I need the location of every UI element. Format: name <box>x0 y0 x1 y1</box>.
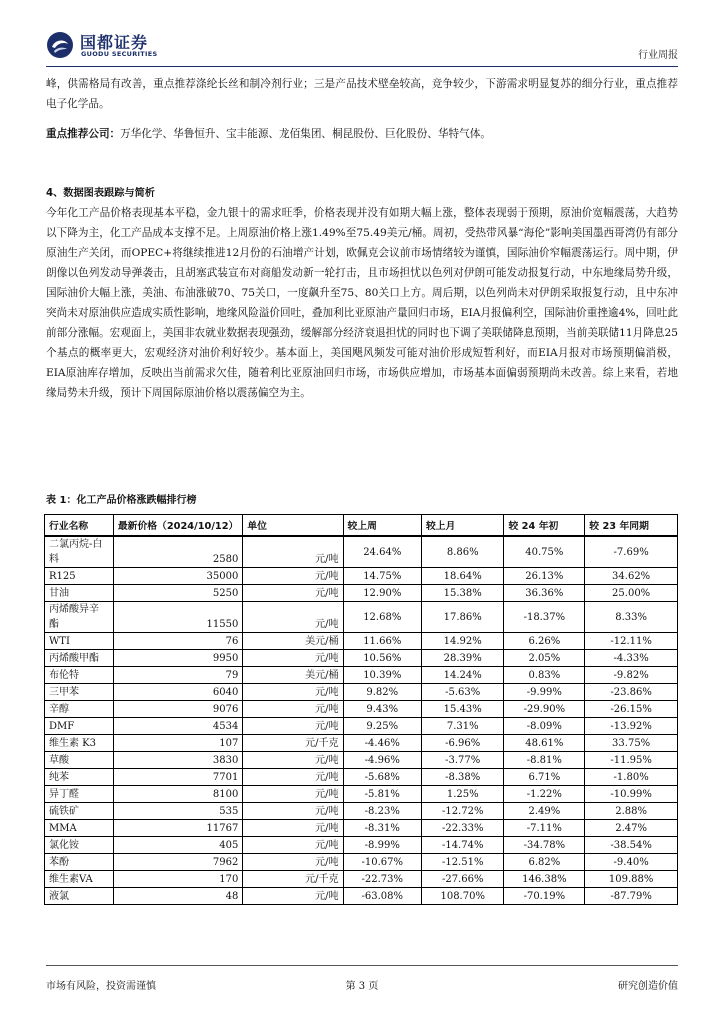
page-header <box>46 28 678 66</box>
unit-cell: 元/千克 <box>243 735 343 752</box>
product-name-cell: 甘油 <box>45 585 114 602</box>
report-type: 行业周报 <box>638 50 678 61</box>
header-cell: 较 23 年同期 <box>585 515 678 537</box>
footer-risk-note: 市场有风险，投资需谨慎 <box>46 981 156 992</box>
ytd-change-cell: 2.05% <box>504 650 585 667</box>
month-change-cell: 15.43% <box>422 701 504 718</box>
month-change-cell: -5.63% <box>422 684 504 701</box>
table-row <box>45 752 678 769</box>
unit-cell: 元/吨 <box>243 769 343 786</box>
ytd-change-cell: 48.61% <box>504 735 585 752</box>
table-row <box>45 769 678 786</box>
week-change-cell: -4.96% <box>343 752 421 769</box>
month-change-cell: 17.86% <box>422 602 504 633</box>
price-cell: 9076 <box>113 701 242 718</box>
week-change-cell: -5.81% <box>343 786 421 803</box>
ytd-change-cell: -8.81% <box>504 752 585 769</box>
table-row <box>45 650 678 667</box>
unit-cell: 元/吨 <box>243 752 343 769</box>
price-cell: 7962 <box>113 854 242 871</box>
yoy-change-cell: 2.88% <box>585 803 678 820</box>
month-change-cell: 8.86% <box>422 536 504 568</box>
unit-cell: 元/吨 <box>243 820 343 837</box>
recommended-label: 重点推荐公司： <box>46 128 121 140</box>
unit-cell: 元/吨 <box>243 837 343 854</box>
product-name-cell: 纯苯 <box>45 769 114 786</box>
logo-english-name: GUODU SECURITIES <box>81 50 158 58</box>
month-change-cell: -8.38% <box>422 769 504 786</box>
yoy-change-cell: 33.75% <box>585 735 678 752</box>
unit-cell: 元/吨 <box>243 803 343 820</box>
month-change-cell: 28.39% <box>422 650 504 667</box>
product-name-cell: DMF <box>45 718 114 735</box>
yoy-change-cell: -12.11% <box>585 633 678 650</box>
header-cell: 较上周 <box>343 515 421 537</box>
ytd-change-cell: -34.78% <box>504 837 585 854</box>
table-row <box>45 667 678 684</box>
yoy-change-cell: 25.00% <box>585 585 678 602</box>
month-change-cell: -12.51% <box>422 854 504 871</box>
footer-divider <box>46 965 678 966</box>
ytd-change-cell: 146.38% <box>504 871 585 888</box>
ytd-change-cell: -9.99% <box>504 684 585 701</box>
table-row <box>45 735 678 752</box>
ytd-change-cell: 36.36% <box>504 585 585 602</box>
yoy-change-cell: -23.86% <box>585 684 678 701</box>
week-change-cell: 9.82% <box>343 684 421 701</box>
product-name-cell: 氯化铵 <box>45 837 114 854</box>
price-cell: 9950 <box>113 650 242 667</box>
ytd-change-cell: 6.26% <box>504 633 585 650</box>
yoy-change-cell: 109.88% <box>585 871 678 888</box>
month-change-cell: 14.92% <box>422 633 504 650</box>
yoy-change-cell: -26.15% <box>585 701 678 718</box>
table-row <box>45 536 678 568</box>
product-name-cell: 维生素VA <box>45 871 114 888</box>
product-name-cell: 异丁醛 <box>45 786 114 803</box>
price-cell: 8100 <box>113 786 242 803</box>
price-cell: 48 <box>113 888 242 905</box>
ytd-change-cell: -18.37% <box>504 602 585 633</box>
ytd-change-cell: 26.13% <box>504 568 585 585</box>
price-cell: 11550 <box>113 602 242 633</box>
week-change-cell: -5.68% <box>343 769 421 786</box>
yoy-change-cell: -7.69% <box>585 536 678 568</box>
yoy-change-cell: -9.40% <box>585 854 678 871</box>
month-change-cell: 7.31% <box>422 718 504 735</box>
ytd-change-cell: -7.11% <box>504 820 585 837</box>
ytd-change-cell: 6.82% <box>504 854 585 871</box>
price-cell: 35000 <box>113 568 242 585</box>
header-divider <box>46 66 678 67</box>
month-change-cell: -22.33% <box>422 820 504 837</box>
price-ranking-table <box>44 514 678 905</box>
price-cell: 2580 <box>113 536 242 568</box>
unit-cell: 元/吨 <box>243 585 343 602</box>
product-name-cell: 液氯 <box>45 888 114 905</box>
week-change-cell: 14.75% <box>343 568 421 585</box>
table-header-row <box>45 515 678 537</box>
table-row <box>45 820 678 837</box>
yoy-change-cell: -4.33% <box>585 650 678 667</box>
yoy-change-cell: 2.47% <box>585 820 678 837</box>
week-change-cell: 24.64% <box>343 536 421 568</box>
week-change-cell: -22.73% <box>343 871 421 888</box>
header-cell: 单位 <box>243 515 343 537</box>
header-cell: 行业名称 <box>45 515 114 537</box>
week-change-cell: 9.43% <box>343 701 421 718</box>
month-change-cell: 108.70% <box>422 888 504 905</box>
price-cell: 7701 <box>113 769 242 786</box>
unit-cell: 元/吨 <box>243 701 343 718</box>
table-body <box>45 536 678 905</box>
month-change-cell: -27.66% <box>422 871 504 888</box>
price-cell: 3830 <box>113 752 242 769</box>
unit-cell: 元/吨 <box>243 888 343 905</box>
month-change-cell: -14.74% <box>422 837 504 854</box>
price-cell: 76 <box>113 633 242 650</box>
week-change-cell: -4.46% <box>343 735 421 752</box>
ytd-change-cell: -29.90% <box>504 701 585 718</box>
unit-cell: 元/吨 <box>243 786 343 803</box>
week-change-cell: -63.08% <box>343 888 421 905</box>
price-cell: 170 <box>113 871 242 888</box>
table-row <box>45 602 678 633</box>
table-row <box>45 568 678 585</box>
ytd-change-cell: -1.22% <box>504 786 585 803</box>
table-row <box>45 803 678 820</box>
price-cell: 6040 <box>113 684 242 701</box>
product-name-cell: 丙烯酸异辛酯 <box>45 602 114 633</box>
table-row <box>45 837 678 854</box>
week-change-cell: 9.25% <box>343 718 421 735</box>
month-change-cell: 14.24% <box>422 667 504 684</box>
table-row <box>45 871 678 888</box>
recommended-companies <box>46 126 491 141</box>
table-row <box>45 684 678 701</box>
week-change-cell: -8.23% <box>343 803 421 820</box>
yoy-change-cell: -87.79% <box>585 888 678 905</box>
ytd-change-cell: -8.09% <box>504 718 585 735</box>
yoy-change-cell: -1.80% <box>585 769 678 786</box>
header-cell: 较上月 <box>422 515 504 537</box>
yoy-change-cell: 8.33% <box>585 602 678 633</box>
guodu-logo-icon <box>46 31 74 59</box>
price-cell: 107 <box>113 735 242 752</box>
table-row <box>45 786 678 803</box>
unit-cell: 美元/桶 <box>243 633 343 650</box>
product-name-cell: R125 <box>45 568 114 585</box>
product-name-cell: 苯酚 <box>45 854 114 871</box>
ytd-change-cell: 0.83% <box>504 667 585 684</box>
product-name-cell: 三甲苯 <box>45 684 114 701</box>
week-change-cell: 10.56% <box>343 650 421 667</box>
month-change-cell: 1.25% <box>422 786 504 803</box>
table-row <box>45 718 678 735</box>
ytd-change-cell: 2.49% <box>504 803 585 820</box>
logo-chinese-name: 国都证券 <box>80 33 149 52</box>
yoy-change-cell: 34.62% <box>585 568 678 585</box>
product-name-cell: 丙烯酸甲酯 <box>45 650 114 667</box>
price-cell: 11767 <box>113 820 242 837</box>
month-change-cell: -3.77% <box>422 752 504 769</box>
continued-paragraph: 峰，供需格局有改善，重点推荐涤纶长丝和制冷剂行业；三是产品技术壁垒较高，竞争较少，下游需求明显复苏的细分行业，重点推荐电子化学品。 <box>46 78 678 110</box>
week-change-cell: 12.68% <box>343 602 421 633</box>
week-change-cell: -10.67% <box>343 854 421 871</box>
price-cell: 535 <box>113 803 242 820</box>
unit-cell: 元/吨 <box>243 854 343 871</box>
month-change-cell: -6.96% <box>422 735 504 752</box>
header-cell: 较 24 年初 <box>504 515 585 537</box>
month-change-cell: 15.38% <box>422 585 504 602</box>
product-name-cell: 布伦特 <box>45 667 114 684</box>
week-change-cell: 11.66% <box>343 633 421 650</box>
price-cell: 405 <box>113 837 242 854</box>
month-change-cell: -12.72% <box>422 803 504 820</box>
price-cell: 79 <box>113 667 242 684</box>
unit-cell: 元/吨 <box>243 650 343 667</box>
price-cell: 4534 <box>113 718 242 735</box>
product-name-cell: 二氯丙烷-白料 <box>45 536 114 568</box>
unit-cell: 元/千克 <box>243 871 343 888</box>
product-name-cell: MMA <box>45 820 114 837</box>
ytd-change-cell: 6.71% <box>504 769 585 786</box>
month-change-cell: 18.64% <box>422 568 504 585</box>
yoy-change-cell: -10.99% <box>585 786 678 803</box>
week-change-cell: 10.39% <box>343 667 421 684</box>
ytd-change-cell: 40.75% <box>504 536 585 568</box>
footer-slogan: 研究创造价值 <box>618 981 678 992</box>
week-change-cell: -8.99% <box>343 837 421 854</box>
unit-cell: 元/吨 <box>243 536 343 568</box>
yoy-change-cell: -38.54% <box>585 837 678 854</box>
unit-cell: 元/吨 <box>243 568 343 585</box>
product-name-cell: 维生素 K3 <box>45 735 114 752</box>
ytd-change-cell: -70.19% <box>504 888 585 905</box>
price-cell: 5250 <box>113 585 242 602</box>
header-cell: 最新价格（2024/10/12） <box>113 515 242 537</box>
yoy-change-cell: -9.82% <box>585 667 678 684</box>
analysis-paragraph: 今年化工产品价格表现基本平稳，金九银十的需求旺季，价格表现并没有如期大幅上涨，整体表现弱于预期，原油价宽幅震荡，大趋势以下降为主，化工产品成本支撑不足。上周原油价格上涨1.49%至75.49美元/桶。周初，受热带风暴“海伦”影响美国墨西哥湾仍有部分原油生产关闭，而OPEC+将继续推进12月份的石油增产计划，欧佩克会议前市场情绪较为谨慎，国际油价窄幅震荡运行。周中期，伊朗像以色列发动导弹袭击，且胡塞武装宣布对商船发动新一轮打击，且市场担忧以色列对伊朗可能发动报复行动，中东地缘局势升级，国际油价大幅上涨，美油、布油涨破70、75关口，一度飙升至75、80关口上方。周后期，以色列尚未对伊朗采取报复行动，且中东冲突尚未对原油供应造成实质性影响，地缘风险溢价回吐，叠加利比亚原油产量回归市场，EIA月报偏利空，国际油价重挫逾4%，回吐此前部分涨幅。宏观面上，美国非农就业数据表现强劲，缓解部分经济衰退担忧的同时也下调了美联储降息预期，当前美联储11月降息25个基点的概率更大，宏观经济对油价利好较少。基本面上，美国飓风频发可能对油价形成短暂利好，而EIA月报对市场预期偏消极，EIA原油库存增加，反映出当前需求欠佳，随着利比亚原油回归市场，市场供应增加，市场基本面偏弱预期尚未改善。综上来看，若地缘局势未升级，预计下周国际原油价格以震荡偏空为主。 <box>46 207 678 399</box>
unit-cell: 元/吨 <box>243 718 343 735</box>
table-row <box>45 854 678 871</box>
product-name-cell: WTI <box>45 633 114 650</box>
yoy-change-cell: -11.95% <box>585 752 678 769</box>
section-title: 4、数据图表跟踪与简析 <box>46 188 155 199</box>
recommended-list: 万华化学、华鲁恒升、宝丰能源、龙佰集团、桐昆股份、巨化股份、华特气体。 <box>120 128 491 140</box>
product-name-cell: 草酸 <box>45 752 114 769</box>
table-row <box>45 701 678 718</box>
table-row <box>45 888 678 905</box>
table-row <box>45 585 678 602</box>
table-title: 表 1：化工产品价格涨跌幅排行榜 <box>46 495 197 506</box>
page-number: 第 3 页 <box>345 981 379 992</box>
unit-cell: 元/吨 <box>243 602 343 633</box>
week-change-cell: 12.90% <box>343 585 421 602</box>
yoy-change-cell: -13.92% <box>585 718 678 735</box>
product-name-cell: 辛醇 <box>45 701 114 718</box>
week-change-cell: -8.31% <box>343 820 421 837</box>
unit-cell: 元/吨 <box>243 684 343 701</box>
unit-cell: 美元/桶 <box>243 667 343 684</box>
product-name-cell: 硫铁矿 <box>45 803 114 820</box>
table-row <box>45 633 678 650</box>
